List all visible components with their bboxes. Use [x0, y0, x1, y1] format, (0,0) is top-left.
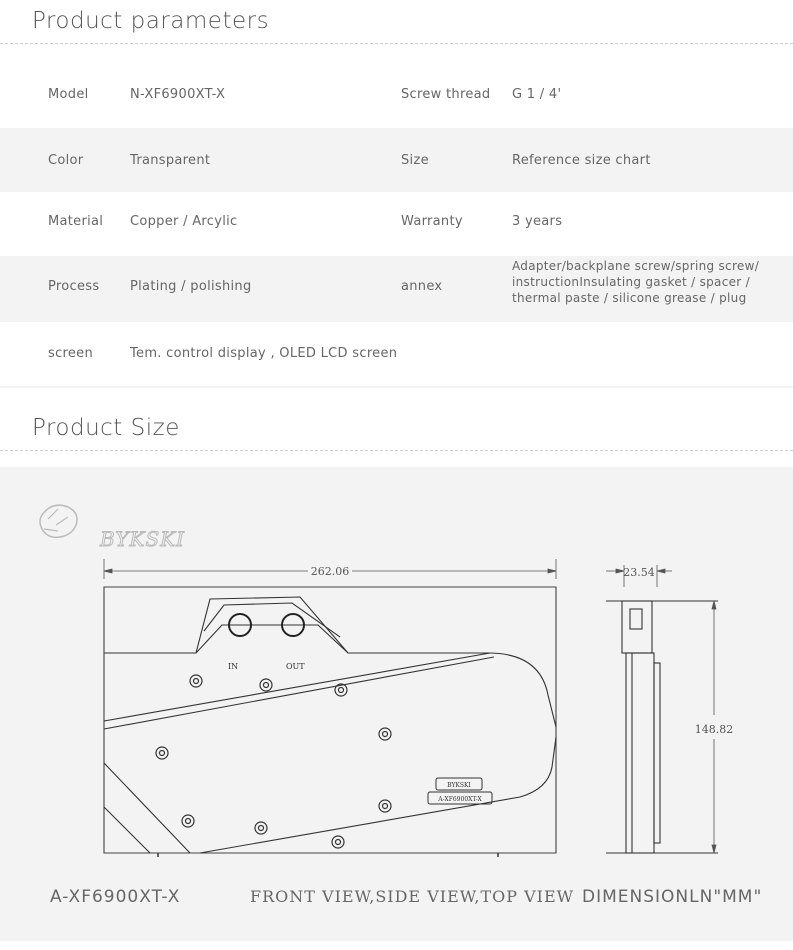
annex-line: Adapter/backplane screw/spring screw/ — [512, 259, 760, 273]
param-key: Screw thread — [401, 87, 491, 102]
param-value: G 1 / 4' — [512, 87, 562, 102]
param-value: 3 years — [512, 214, 563, 229]
model-caption: A-XF6900XT-X — [50, 887, 181, 907]
param-value: Transparent — [130, 153, 211, 168]
annex-line: instructionInsulating gasket / spacer / — [512, 275, 750, 289]
unit-caption: DIMENSIONLN"MM" — [582, 887, 763, 907]
height-dimension-label: 148.82 — [694, 723, 734, 736]
param-key: Color — [48, 153, 84, 168]
param-value: Plating / polishing — [130, 279, 252, 294]
params-table — [0, 62, 793, 386]
params-row-screen — [0, 322, 793, 386]
bykski-logo — [40, 505, 185, 551]
params-row-model — [0, 62, 793, 128]
param-key: annex — [401, 279, 443, 294]
param-key: Material — [48, 214, 104, 229]
size-section-title: Product Size — [32, 415, 180, 441]
badge-model: A-XF6900XT-X — [438, 796, 482, 803]
params-title-divider — [0, 43, 793, 44]
params-row-process — [0, 256, 793, 322]
front-view — [104, 587, 556, 853]
annex-line: thermal paste / silicone grease / plug — [512, 291, 747, 305]
params-section-title: Product parameters — [32, 8, 270, 34]
dimension-drawing — [0, 467, 793, 941]
brand-wordmark: BYKSKI — [100, 527, 186, 551]
params-row-material — [0, 192, 793, 256]
param-value: Copper / Arcylic — [130, 214, 238, 229]
badge-brand: BYKSKI — [447, 782, 471, 789]
width-dimension-label: 262.06 — [310, 565, 350, 578]
views-caption: FRONT VIEW,SIDE VIEW,TOP VIEW — [250, 887, 575, 906]
param-value: N-XF6900XT-X — [130, 87, 226, 102]
front-view-feet — [158, 853, 498, 857]
param-key: Process — [48, 279, 100, 294]
param-value: Reference size chart — [512, 153, 651, 168]
param-value-annex — [512, 258, 759, 306]
param-key: screen — [48, 346, 94, 361]
side-thickness-label: 23.54 — [623, 566, 655, 579]
port-in-label: IN — [228, 662, 239, 671]
param-value: Tem. control display , OLED LCD screen — [130, 346, 398, 361]
mounting-screws — [156, 675, 391, 848]
param-key: Model — [48, 87, 89, 102]
params-row-color — [0, 128, 793, 192]
param-key: Warranty — [401, 214, 463, 229]
size-title-divider — [0, 450, 793, 451]
model-badge — [428, 778, 492, 804]
dimension-drawing-panel — [0, 467, 793, 941]
param-key: Size — [401, 153, 429, 168]
port-out-label: OUT — [286, 662, 305, 671]
